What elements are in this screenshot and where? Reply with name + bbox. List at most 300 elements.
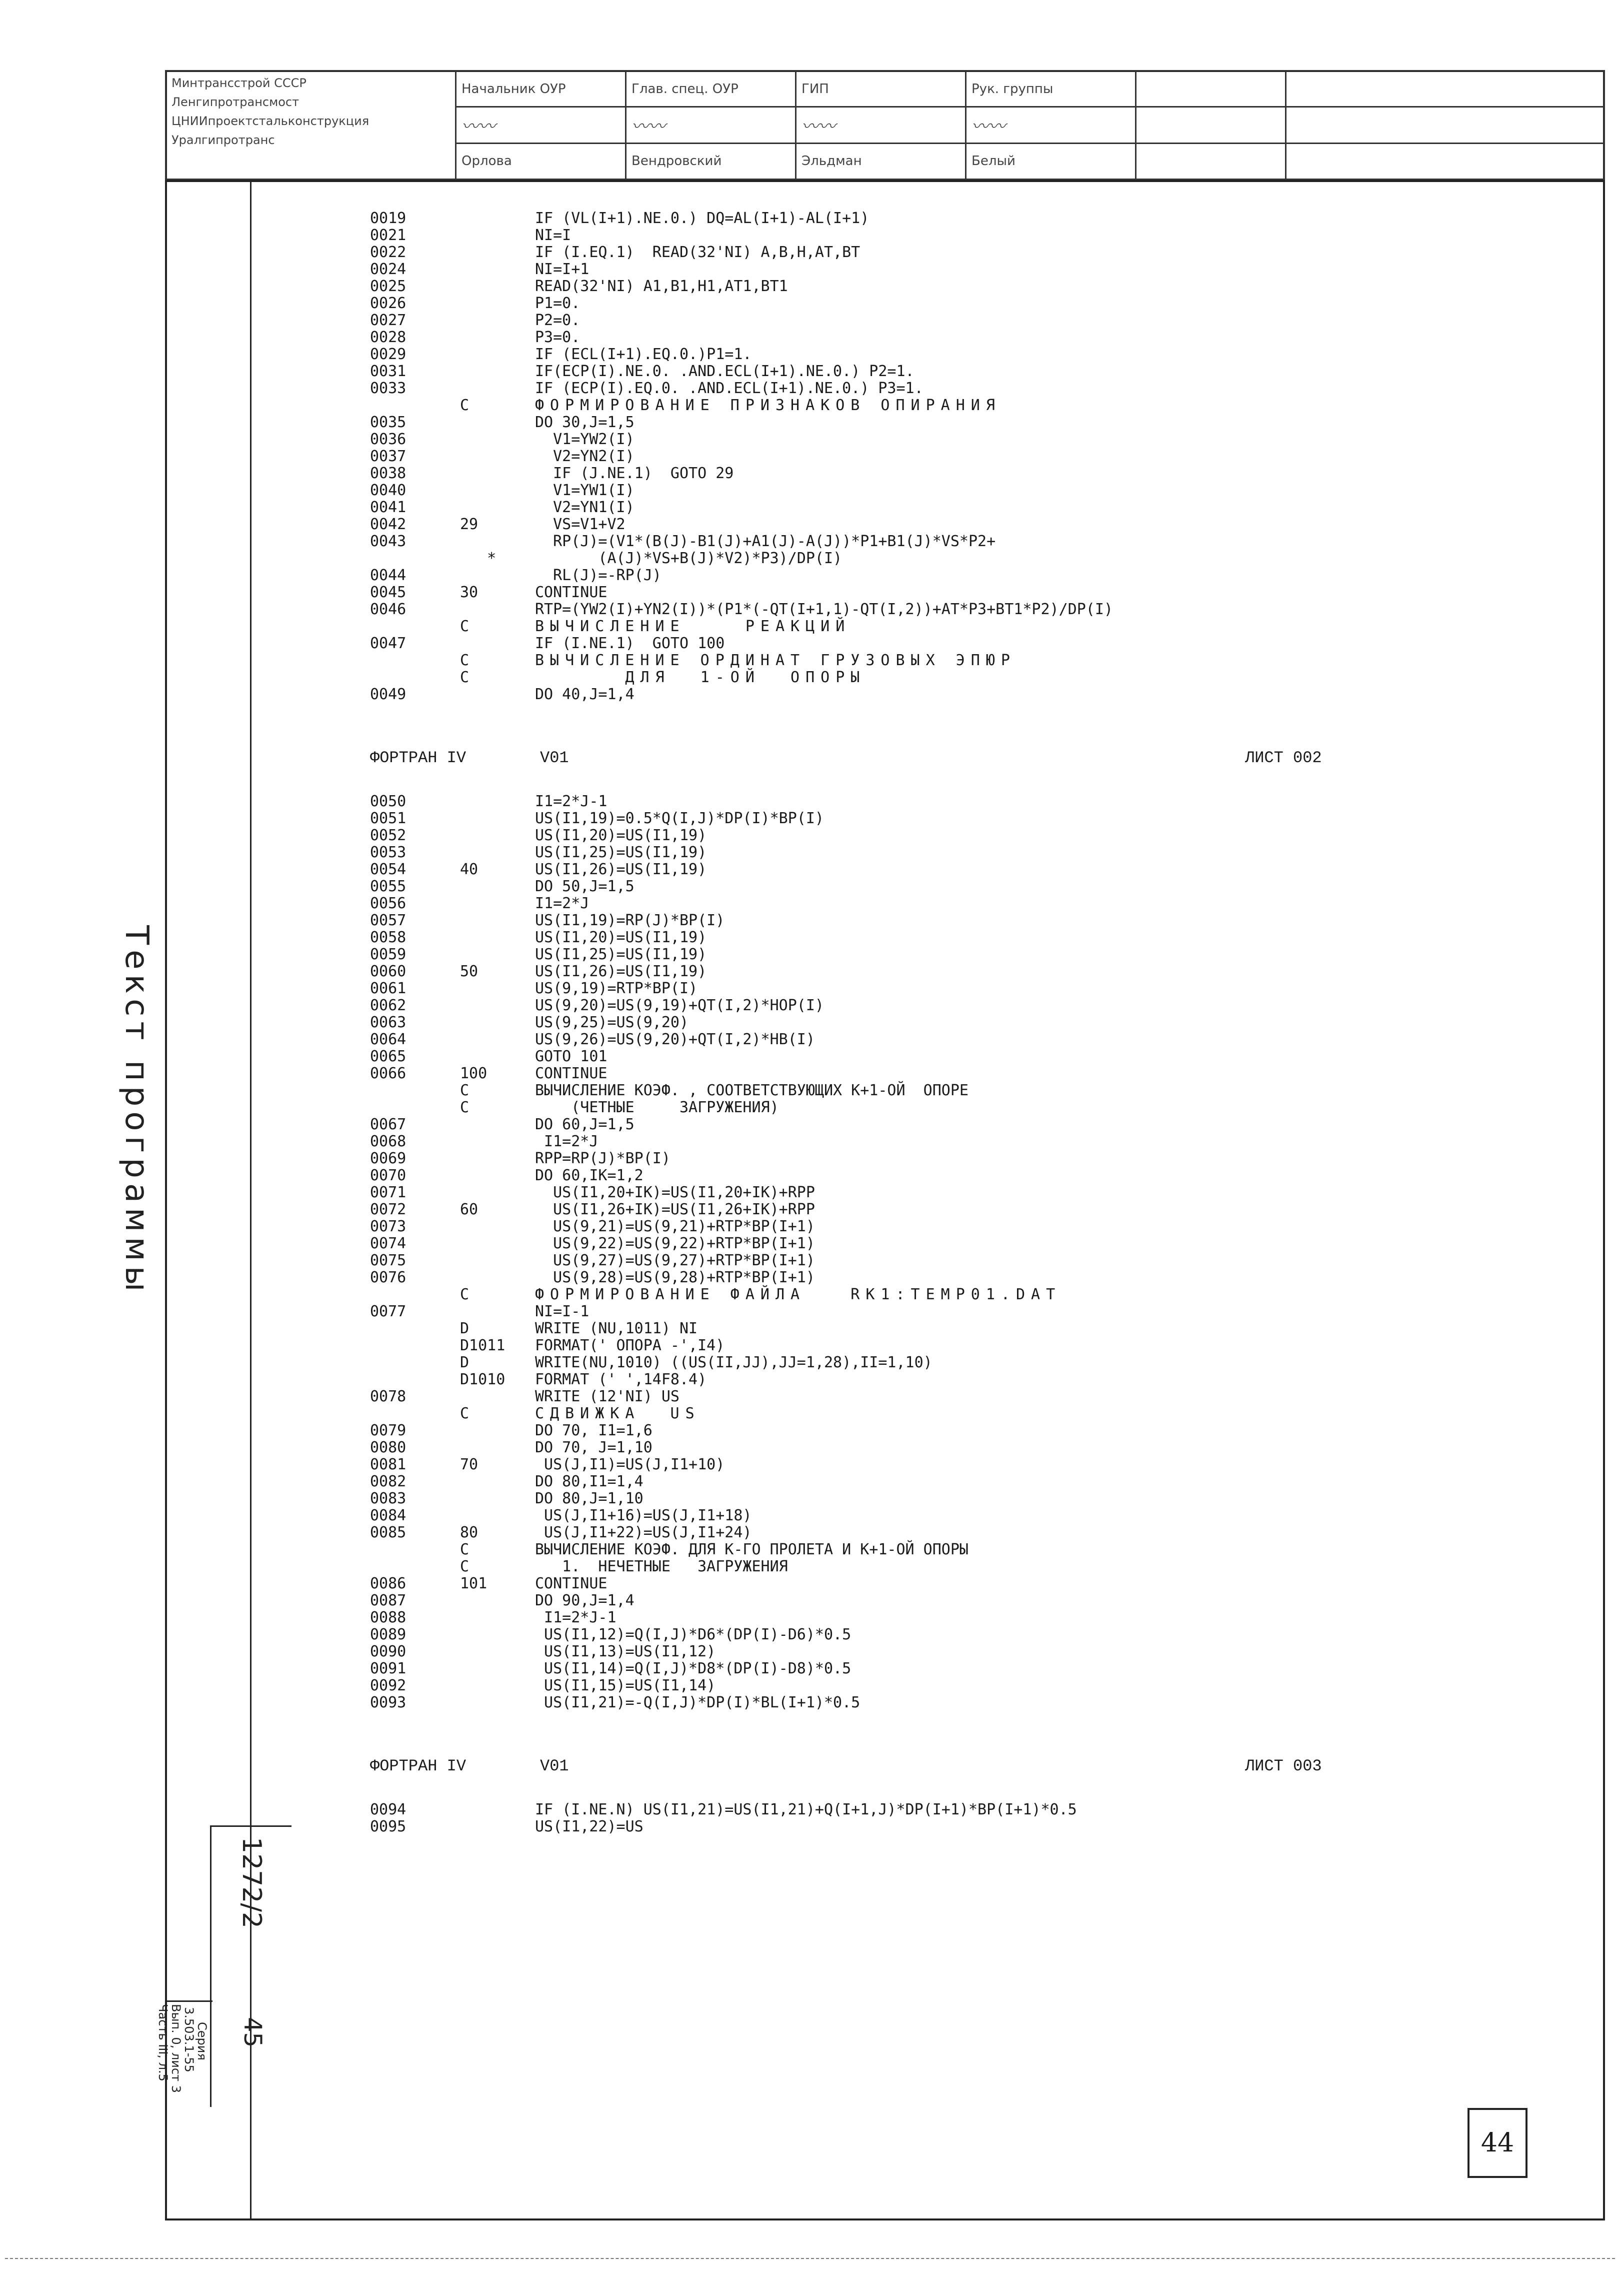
- series-line: Часть III, л.5: [156, 2004, 170, 2081]
- statement-text: US(9,25)=US(9,20): [535, 1014, 689, 1031]
- statement-text: IF (I.NE.1) GOTO 100: [535, 635, 725, 652]
- stamp-empty-cell: [1286, 143, 1604, 179]
- stamp-header: Начальник ОУР: [456, 71, 626, 107]
- statement-text: US(I1,21)=-Q(I,J)*DP(I)*BL(I+1)*0.5: [535, 1694, 860, 1711]
- code-line: [370, 810, 1470, 827]
- code-line: [370, 1626, 1470, 1643]
- line-number: 0083: [370, 1490, 406, 1507]
- statement-text: NI=I: [535, 227, 572, 244]
- statement-text: US(9,28)=US(9,28)+RTP*BP(I+1): [535, 1269, 815, 1286]
- statement-text: P3=0.: [535, 329, 580, 346]
- statement-label: 30: [460, 584, 478, 601]
- code-line: [370, 1818, 1470, 1835]
- line-number: 0060: [370, 963, 406, 980]
- statement-text: V1=YW1(I): [535, 482, 634, 499]
- line-number: 0058: [370, 929, 406, 946]
- code-line: [370, 895, 1470, 912]
- sheet-number-box: [210, 1825, 292, 2107]
- code-line: [370, 533, 1470, 550]
- code-line: [370, 1235, 1470, 1252]
- organization-block: [166, 71, 456, 180]
- statement-text: US(I1,14)=Q(I,J)*D8*(DP(I)-D8)*0.5: [535, 1660, 852, 1677]
- code-line: [370, 227, 1470, 244]
- page-in-document: 45: [238, 2017, 266, 2048]
- code-line: [370, 1218, 1470, 1235]
- statement-text: IF(ECP(I).NE.0. .AND.ECL(I+1).NE.0.) P2=1.: [535, 363, 914, 380]
- statement-label: C: [460, 1541, 470, 1558]
- line-number: 0019: [370, 210, 406, 227]
- code-line: [370, 1337, 1470, 1354]
- signature: 〰〰: [456, 107, 626, 143]
- code-line: [370, 380, 1470, 397]
- signature: 〰〰: [796, 107, 966, 143]
- cut-line: [5, 2258, 1615, 2259]
- stamp-empty-cell: [1286, 71, 1604, 107]
- statement-label: D1010: [460, 1371, 506, 1388]
- code-line: [370, 295, 1470, 312]
- stamp-header: Рук. группы: [966, 71, 1136, 107]
- line-number: 0050: [370, 793, 406, 810]
- line-number: 0091: [370, 1660, 406, 1677]
- statement-text: V2=YN1(I): [535, 499, 634, 516]
- line-number: 0078: [370, 1388, 406, 1405]
- code-line: [370, 1167, 1470, 1184]
- statement-text: P2=0.: [535, 312, 580, 329]
- sheet-gap: [370, 703, 1470, 738]
- line-number: 0095: [370, 1818, 406, 1835]
- statement-text: US(I1,25)=US(I1,19): [535, 844, 707, 861]
- code-line: [370, 1048, 1470, 1065]
- code-line: [370, 1286, 1470, 1303]
- statement-text: V2=YN2(I): [535, 448, 634, 465]
- line-number: 0093: [370, 1694, 406, 1711]
- line-number: 0059: [370, 946, 406, 963]
- statement-text: (A(J)*VS+B(J)*V2)*P3)/DP(I): [535, 550, 842, 567]
- line-number: 0046: [370, 601, 406, 618]
- statement-text: RL(J)=-RP(J): [535, 567, 662, 584]
- line-number: 0086: [370, 1575, 406, 1592]
- code-line: [370, 1507, 1470, 1524]
- statement-text: NI=I-1: [535, 1303, 590, 1320]
- statement-label: 50: [460, 963, 478, 980]
- line-number: 0027: [370, 312, 406, 329]
- code-line: [370, 1099, 1470, 1116]
- code-line: [370, 793, 1470, 810]
- statement-text: US(I1,19)=RP(J)*BP(I): [535, 912, 725, 929]
- code-line: [370, 465, 1470, 482]
- statement-text: US(J,I1+16)=US(J,I1+18): [535, 1507, 752, 1524]
- statement-label: 29: [460, 516, 478, 533]
- org-line: Уралгипротранс: [172, 133, 275, 147]
- code-line: [370, 499, 1470, 516]
- statement-text: IF (VL(I+1).NE.0.) DQ=AL(I+1)-AL(I+1): [535, 210, 870, 227]
- code-line: [370, 397, 1470, 414]
- compiler-name: ФОРТРАН IV: [370, 1757, 466, 1775]
- signature: 〰〰: [966, 107, 1136, 143]
- line-number: 0074: [370, 1235, 406, 1252]
- statement-text: WRITE(NU,1010) ((US(II,JJ),JJ=1,28),II=1,10): [535, 1354, 932, 1371]
- line-number: 0057: [370, 912, 406, 929]
- code-line: [370, 1371, 1470, 1388]
- statement-text: GOTO 101: [535, 1048, 608, 1065]
- sheet-gap: [370, 1711, 1470, 1746]
- line-number: 0082: [370, 1473, 406, 1490]
- line-number: 0051: [370, 810, 406, 827]
- statement-text: (ЧЕТНЫЕ ЗАГРУЖЕНИЯ): [535, 1099, 779, 1116]
- statement-text: DO 70, J=1,10: [535, 1439, 652, 1456]
- code-line: [370, 1592, 1470, 1609]
- line-number: 0081: [370, 1456, 406, 1473]
- line-number: 0065: [370, 1048, 406, 1065]
- statement-text: IF (ECL(I+1).EQ.0.)P1=1.: [535, 346, 752, 363]
- statement-text: DO 60,J=1,5: [535, 1116, 634, 1133]
- code-line: [370, 1801, 1470, 1818]
- statement-text: VS=V1+V2: [535, 516, 626, 533]
- line-number: 0053: [370, 844, 406, 861]
- code-line: [370, 946, 1470, 963]
- statement-text: ФОРМИРОВАНИЕ ПРИЗНАКОВ ОПИРАНИЯ: [535, 397, 1001, 414]
- code-line: [370, 550, 1470, 567]
- line-number: 0089: [370, 1626, 406, 1643]
- code-line: [370, 1524, 1470, 1541]
- statement-text: DO 60,IK=1,2: [535, 1167, 644, 1184]
- code-line: [370, 278, 1470, 295]
- code-line: [370, 1031, 1470, 1048]
- statement-text: US(9,19)=RTP*BP(I): [535, 980, 698, 997]
- statement-text: RP(J)=(V1*(B(J)-B1(J)+A1(J)-A(J))*P1+B1(J)*VS*P2+: [535, 533, 996, 550]
- line-number: 0033: [370, 380, 406, 397]
- statement-text: US(I1,26)=US(I1,19): [535, 861, 707, 878]
- statement-label: C: [460, 618, 470, 635]
- line-number: 0061: [370, 980, 406, 997]
- statement-label: C: [460, 1558, 470, 1575]
- code-line: [370, 1660, 1470, 1677]
- statement-text: US(9,26)=US(9,20)+QT(I,2)*HB(I): [535, 1031, 815, 1048]
- code-line: [370, 329, 1470, 346]
- line-number: 0044: [370, 567, 406, 584]
- statement-text: READ(32'NI) A1,B1,H1,AT1,BT1: [535, 278, 788, 295]
- line-number: 0067: [370, 1116, 406, 1133]
- code-line: [370, 1388, 1470, 1405]
- statement-text: ВЫЧИСЛЕНИЕ КОЭФ. , СООТВЕТСТВУЮЩИХ К+1-ОЙ ОПОРЕ: [535, 1082, 968, 1099]
- code-line: [370, 686, 1470, 703]
- line-number: 0066: [370, 1065, 406, 1082]
- statement-label: C: [460, 1405, 470, 1422]
- code-line: [370, 1269, 1470, 1286]
- statement-text: CONTINUE: [535, 1065, 608, 1082]
- stamp-table: [165, 70, 1605, 180]
- code-line: [370, 312, 1470, 329]
- code-line: [370, 1252, 1470, 1269]
- code-line: [370, 210, 1470, 227]
- statement-text: US(I1,19)=0.5*Q(I,J)*DP(I)*BP(I): [535, 810, 824, 827]
- statement-text: DO 80,I1=1,4: [535, 1473, 644, 1490]
- stamp-empty-cell: [1136, 107, 1286, 143]
- code-line: [370, 861, 1470, 878]
- program-listing: [370, 210, 1470, 1835]
- line-number: 0069: [370, 1150, 406, 1167]
- statement-label: C: [460, 397, 470, 414]
- code-line: [370, 1150, 1470, 1167]
- code-line: [370, 980, 1470, 997]
- code-line: [370, 1609, 1470, 1626]
- statement-label: 70: [460, 1456, 478, 1473]
- stamp-empty-cell: [1286, 107, 1604, 143]
- line-number: 0063: [370, 1014, 406, 1031]
- line-number: 0049: [370, 686, 406, 703]
- statement-text: US(I1,12)=Q(I,J)*D6*(DP(I)-D6)*0.5: [535, 1626, 852, 1643]
- statement-text: DO 90,J=1,4: [535, 1592, 634, 1609]
- line-number: 0071: [370, 1184, 406, 1201]
- code-line: [370, 827, 1470, 844]
- code-line: [370, 346, 1470, 363]
- statement-label: 60: [460, 1201, 478, 1218]
- statement-text: FORMAT (' ',14F8.4): [535, 1371, 707, 1388]
- listing-sheet-number: ЛИСТ 002: [1245, 749, 1322, 767]
- code-line: [370, 1558, 1470, 1575]
- line-number: 0087: [370, 1592, 406, 1609]
- compiler-version: V01: [540, 749, 569, 767]
- statement-text: DO 70, I1=1,6: [535, 1422, 652, 1439]
- org-line: Ленгипротрансмост: [172, 95, 300, 109]
- statement-label: C: [460, 1099, 470, 1116]
- code-line: [370, 1541, 1470, 1558]
- statement-text: RPP=RP(J)*BP(I): [535, 1150, 670, 1167]
- statement-text: US(J,I1+22)=US(J,I1+24): [535, 1524, 752, 1541]
- org-line: ЦНИИпроектстальконструкция: [172, 114, 370, 128]
- statement-text: ВЫЧИСЛЕНИЕ КОЭФ. ДЛЯ К-ГО ПРОЛЕТА И К+1-ОЙ ОПОРЫ: [535, 1541, 968, 1558]
- listing-sheet-header: [370, 738, 1470, 778]
- compiler-version: V01: [540, 1757, 569, 1775]
- code-line: [370, 1694, 1470, 1711]
- code-line: [370, 1490, 1470, 1507]
- line-number: 0088: [370, 1609, 406, 1626]
- line-number: 0084: [370, 1507, 406, 1524]
- line-number: 0068: [370, 1133, 406, 1150]
- line-number: 0092: [370, 1677, 406, 1694]
- stamp-empty-cell: [1136, 71, 1286, 107]
- statement-text: NI=I+1: [535, 261, 590, 278]
- statement-text: US(I1,20)=US(I1,19): [535, 929, 707, 946]
- code-line: [370, 1643, 1470, 1660]
- statement-text: ВЫЧИСЛЕНИЕ РЕАКЦИЙ: [535, 618, 851, 635]
- line-number: 0064: [370, 1031, 406, 1048]
- line-number: 0026: [370, 295, 406, 312]
- line-number: 0035: [370, 414, 406, 431]
- stamp-name: Орлова: [456, 143, 626, 179]
- stamp-name: Эльдман: [796, 143, 966, 179]
- statement-text: WRITE (NU,1011) NI: [535, 1320, 698, 1337]
- line-number: 0028: [370, 329, 406, 346]
- line-number: 0056: [370, 895, 406, 912]
- stamp-name: Вендровский: [626, 143, 796, 179]
- statement-text: US(I1,20+IK)=US(I1,20+IK)+RPP: [535, 1184, 815, 1201]
- org-line: Минтрансстрой СССР: [172, 76, 306, 90]
- series-line: Вып. 0, лист 3: [169, 2004, 183, 2093]
- line-number: 0085: [370, 1524, 406, 1541]
- statement-text: V1=YW2(I): [535, 431, 634, 448]
- line-number: 0043: [370, 533, 406, 550]
- code-line: [370, 652, 1470, 669]
- line-number: 0054: [370, 861, 406, 878]
- line-number: 0079: [370, 1422, 406, 1439]
- line-number: 0073: [370, 1218, 406, 1235]
- statement-text: I1=2*J: [535, 1133, 598, 1150]
- line-number: 0045: [370, 584, 406, 601]
- statement-text: RTP=(YW2(I)+YN2(I))*(P1*(-QT(I+1,1)-QT(I,2))+AT*P3+BT1*P2)/DP(I): [535, 601, 1113, 618]
- code-line: [370, 1422, 1470, 1439]
- statement-label: 101: [460, 1575, 488, 1592]
- code-line: [370, 1184, 1470, 1201]
- line-number: 0090: [370, 1643, 406, 1660]
- statement-text: ФОРМИРОВАНИЕ ФАЙЛА RK1:TEMP01.DAT: [535, 1286, 1062, 1303]
- statement-text: US(I1,22)=US: [535, 1818, 644, 1835]
- statement-label: D1011: [460, 1337, 506, 1354]
- statement-text: IF (I.NE.N) US(I1,21)=US(I1,21)+Q(I+1,J)*DP(I+1)*BP(I+1)*0.5: [535, 1801, 1077, 1818]
- series-line: Серия: [195, 2022, 209, 2060]
- statement-text: US(I1,13)=US(I1,12): [535, 1643, 716, 1660]
- code-line: [370, 414, 1470, 431]
- code-line: [370, 431, 1470, 448]
- line-number: 0021: [370, 227, 406, 244]
- code-line: [370, 1116, 1470, 1133]
- line-number: 0076: [370, 1269, 406, 1286]
- statement-label: C: [460, 669, 470, 686]
- statement-text: US(9,21)=US(9,21)+RTP*BP(I+1): [535, 1218, 815, 1235]
- line-number: 0047: [370, 635, 406, 652]
- line-number: 0052: [370, 827, 406, 844]
- code-line: [370, 584, 1470, 601]
- listing-sheet-header: [370, 1746, 1470, 1786]
- code-line: [370, 997, 1470, 1014]
- code-line: [370, 601, 1470, 618]
- line-number: 0037: [370, 448, 406, 465]
- code-line: [370, 1201, 1470, 1218]
- code-line: [370, 963, 1470, 980]
- stamp-name: Белый: [966, 143, 1136, 179]
- line-number: 0042: [370, 516, 406, 533]
- line-number: 0031: [370, 363, 406, 380]
- code-line: [370, 1456, 1470, 1473]
- statement-label: D: [460, 1320, 470, 1337]
- code-line: [370, 618, 1470, 635]
- title-stamp: [165, 70, 1605, 182]
- compiler-name: ФОРТРАН IV: [370, 749, 466, 767]
- statement-text: IF (ECP(I).EQ.0. .AND.ECL(I+1).NE.0.) P3=1.: [535, 380, 924, 397]
- statement-text: FORMAT(' ОПОРА -',I4): [535, 1337, 725, 1354]
- statement-text: IF (I.EQ.1) READ(32'NI) A,B,H,AT,BT: [535, 244, 860, 261]
- stamp-header: Глав. спец. ОУР: [626, 71, 796, 107]
- code-line: [370, 516, 1470, 533]
- statement-text: CONTINUE: [535, 584, 608, 601]
- statement-text: US(9,22)=US(9,22)+RTP*BP(I+1): [535, 1235, 815, 1252]
- statement-label: C: [460, 1286, 470, 1303]
- code-line: [370, 1677, 1470, 1694]
- code-line: [370, 669, 1470, 686]
- line-number: 0062: [370, 997, 406, 1014]
- signature: 〰〰: [626, 107, 796, 143]
- line-number: 0041: [370, 499, 406, 516]
- code-line: [370, 244, 1470, 261]
- statement-text: CONTINUE: [535, 1575, 608, 1592]
- listing-sheet-number: ЛИСТ 003: [1245, 1757, 1322, 1775]
- statement-text: US(9,27)=US(9,27)+RTP*BP(I+1): [535, 1252, 815, 1269]
- code-line: [370, 1303, 1470, 1320]
- line-number: 0029: [370, 346, 406, 363]
- line-number: 0055: [370, 878, 406, 895]
- statement-text: US(9,20)=US(9,19)+QT(I,2)*HOP(I): [535, 997, 824, 1014]
- statement-label: C: [460, 1082, 470, 1099]
- code-line: [370, 1405, 1470, 1422]
- statement-text: P1=0.: [535, 295, 580, 312]
- code-line: [370, 635, 1470, 652]
- statement-label: *: [460, 550, 496, 567]
- code-line: [370, 482, 1470, 499]
- document-side-title: Текст программы: [118, 925, 155, 1297]
- line-number: 0040: [370, 482, 406, 499]
- statement-text: DO 30,J=1,5: [535, 414, 634, 431]
- statement-text: I1=2*J-1: [535, 793, 608, 810]
- series-box: [156, 2000, 212, 2182]
- stamp-empty-cell: [1136, 143, 1286, 179]
- statement-text: DO 80,J=1,10: [535, 1490, 644, 1507]
- line-number: 0024: [370, 261, 406, 278]
- line-number: 0036: [370, 431, 406, 448]
- statement-text: 1. НЕЧЕТНЫЕ ЗАГРУЖЕНИЯ: [535, 1558, 788, 1575]
- code-line: [370, 448, 1470, 465]
- line-number: 0038: [370, 465, 406, 482]
- stamp-header: ГИП: [796, 71, 966, 107]
- code-line: [370, 929, 1470, 946]
- statement-text: US(I1,26+IK)=US(I1,26+IK)+RPP: [535, 1201, 815, 1218]
- statement-text: СДВИЖКА US: [535, 1405, 700, 1422]
- line-number: 0025: [370, 278, 406, 295]
- sheet-number: 1272/2: [236, 1837, 266, 1928]
- line-number: 0075: [370, 1252, 406, 1269]
- code-line: [370, 844, 1470, 861]
- statement-label: D: [460, 1354, 470, 1371]
- statement-text: I1=2*J: [535, 895, 590, 912]
- series-line: 3.503.1-55: [182, 2007, 196, 2072]
- statement-text: DO 40,J=1,4: [535, 686, 634, 703]
- line-number: 0077: [370, 1303, 406, 1320]
- code-line: [370, 363, 1470, 380]
- code-line: [370, 1575, 1470, 1592]
- line-number: 0070: [370, 1167, 406, 1184]
- statement-label: 100: [460, 1065, 488, 1082]
- statement-text: US(I1,15)=US(I1,14): [535, 1677, 716, 1694]
- code-line: [370, 912, 1470, 929]
- code-line: [370, 1354, 1470, 1371]
- code-line: [370, 1133, 1470, 1150]
- code-line: [370, 1065, 1470, 1082]
- page-number: 44: [1468, 2108, 1528, 2178]
- line-number: 0080: [370, 1439, 406, 1456]
- statement-text: US(I1,26)=US(I1,19): [535, 963, 707, 980]
- statement-text: US(I1,25)=US(I1,19): [535, 946, 707, 963]
- line-number: 0022: [370, 244, 406, 261]
- statement-text: US(J,I1)=US(J,I1+10): [535, 1456, 725, 1473]
- statement-text: WRITE (12'NI) US: [535, 1388, 680, 1405]
- code-line: [370, 878, 1470, 895]
- statement-text: I1=2*J-1: [535, 1609, 616, 1626]
- statement-label: C: [460, 652, 470, 669]
- line-number: 0072: [370, 1201, 406, 1218]
- statement-text: ДЛЯ 1-ОЙ ОПОРЫ: [535, 669, 866, 686]
- statement-text: ВЫЧИСЛЕНИЕ ОРДИНАТ ГРУЗОВЫХ ЭПЮР: [535, 652, 1016, 669]
- statement-label: 40: [460, 861, 478, 878]
- code-line: [370, 1439, 1470, 1456]
